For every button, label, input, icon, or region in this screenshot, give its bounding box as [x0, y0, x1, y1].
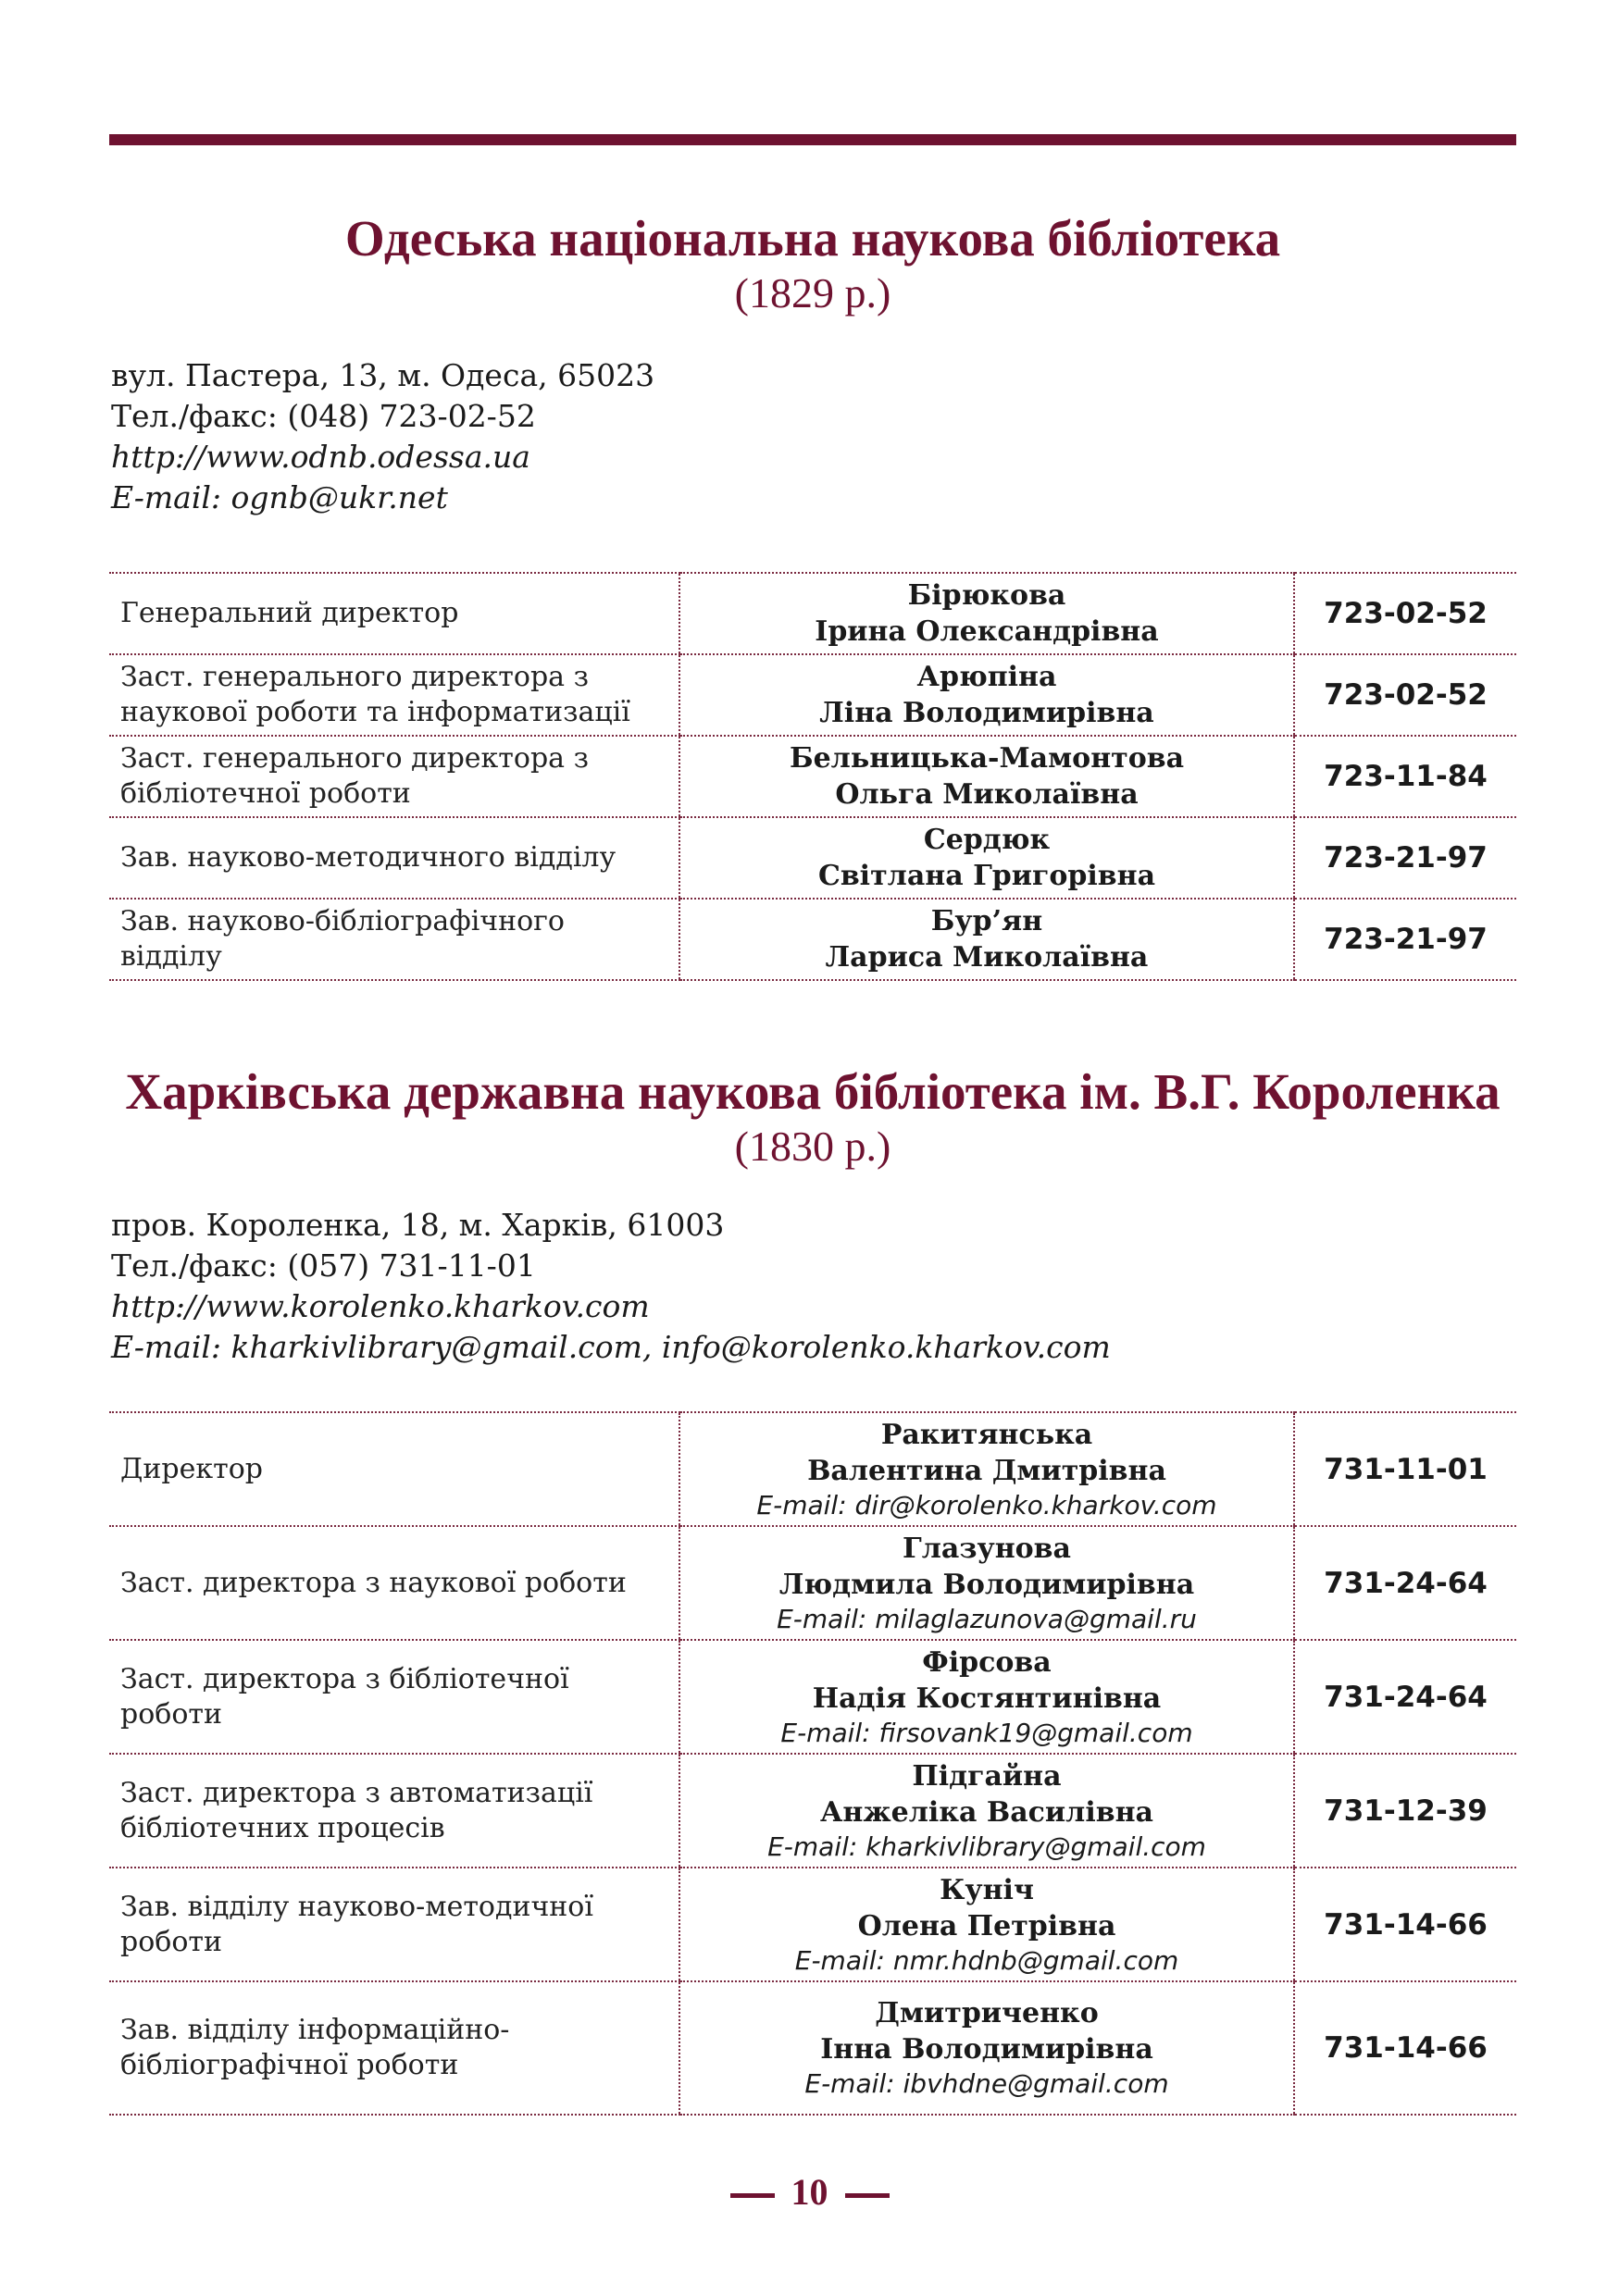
phone-cell: 731-12-39 — [1294, 1754, 1516, 1868]
phone-fax: Тел./факс: (057) 731-11-01 — [111, 1247, 536, 1284]
table-row — [109, 817, 1516, 899]
table-row — [109, 1981, 1516, 2115]
person-cell — [679, 1868, 1294, 1981]
person-name: Світлана Григорівна — [817, 860, 1156, 892]
address: вул. Пастера, 13, м. Одеса, 65023 — [111, 357, 655, 393]
person-surname: Бур’ян — [930, 905, 1043, 937]
person-surname: Куніч — [940, 1873, 1034, 1906]
table-row — [109, 1754, 1516, 1868]
position-cell: Зав. науково-бібліографічного відділу — [109, 899, 679, 980]
phone-cell: 723-11-84 — [1294, 736, 1516, 817]
phone-cell: 723-21-97 — [1294, 817, 1516, 899]
table-row — [109, 654, 1516, 736]
person-email[interactable]: E-mail: ibvhdne@gmail.com — [804, 2068, 1169, 2099]
website-link[interactable]: http://www.korolenko.kharkov.com — [111, 1288, 650, 1324]
website-link[interactable]: http://www.odnb.odessa.ua — [111, 439, 530, 475]
person-surname: Фірсова — [922, 1645, 1052, 1679]
table-row — [109, 736, 1516, 817]
position-cell: Заст. директора з автоматизації бібліотечних процесів — [109, 1754, 679, 1868]
person-cell — [679, 1981, 1294, 2115]
person-cell — [679, 817, 1294, 899]
person-email[interactable]: E-mail: nmr.hdnb@gmail.com — [794, 1944, 1179, 1976]
phone-cell: 731-24-64 — [1294, 1640, 1516, 1754]
library-title: Одеська національна наукова бібліотека — [344, 210, 1281, 267]
person-name: Ліна Володимирівна — [819, 697, 1154, 729]
top-rule — [109, 134, 1516, 145]
person-name: Лариса Миколаївна — [825, 941, 1149, 974]
position-cell: Заст. генерального директора з наукової роботи та інформатизації — [109, 654, 679, 736]
person-cell — [679, 573, 1294, 654]
person-name: Надія Костянтинівна — [812, 1682, 1162, 1715]
person-cell — [679, 654, 1294, 736]
person-cell — [679, 1640, 1294, 1754]
position-cell: Зав. науково-методичного відділу — [109, 817, 679, 899]
person-name: Валентина Дмитрівна — [807, 1454, 1166, 1487]
table-row — [109, 573, 1516, 654]
person-surname: Підгайна — [912, 1759, 1062, 1793]
person-email[interactable]: E-mail: milaglazunova@gmail.ru — [777, 1603, 1197, 1634]
phone-cell: 723-02-52 — [1294, 573, 1516, 654]
contact-block — [111, 355, 654, 518]
person-name: Людмила Володимирівна — [778, 1568, 1195, 1601]
person-cell — [679, 1526, 1294, 1640]
position-cell: Директор — [109, 1412, 679, 1526]
table-row — [109, 899, 1516, 980]
person-email[interactable]: E-mail: kharkivlibrary@gmail.com — [767, 1831, 1206, 1862]
person-name: Олена Петрівна — [857, 1909, 1116, 1942]
person-surname: Арюпіна — [916, 661, 1057, 693]
person-surname: Глазунова — [903, 1532, 1071, 1565]
phone-cell: 731-14-66 — [1294, 1868, 1516, 1981]
library-year: (1829 р.) — [734, 269, 891, 316]
staff-table — [109, 1411, 1516, 2116]
table-row — [109, 1412, 1516, 1526]
contact-block — [111, 1205, 1111, 1368]
phone-cell: 723-02-52 — [1294, 654, 1516, 736]
person-surname: Сердюк — [923, 824, 1051, 856]
person-email[interactable]: E-mail: dir@korolenko.kharkov.com — [756, 1489, 1217, 1520]
phone-cell: 731-24-64 — [1294, 1526, 1516, 1640]
person-name: Ірина Олександрівна — [815, 615, 1159, 648]
phone-cell: 723-21-97 — [1294, 899, 1516, 980]
person-cell — [679, 1412, 1294, 1526]
person-email[interactable]: E-mail: firsovank19@gmail.com — [780, 1717, 1193, 1748]
position-cell: Заст. директора з бібліотечної роботи — [109, 1640, 679, 1754]
email-link[interactable]: E-mail: kharkivlibrary@gmail.com, info@korolenko.kharkov.com — [111, 1329, 1111, 1365]
position-cell: Генеральний директор — [109, 573, 679, 654]
library-year: (1830 р.) — [734, 1123, 891, 1170]
page-number-dash — [845, 2193, 890, 2198]
position-cell: Заст. генерального директора з бібліотечної роботи — [109, 736, 679, 817]
page-number — [0, 2170, 1619, 2214]
page-number-dash — [730, 2193, 775, 2198]
position-cell: Зав. відділу науково-методичної роботи — [109, 1868, 679, 1981]
person-cell — [679, 736, 1294, 817]
person-surname: Бельницька-Мамонтова — [789, 742, 1185, 775]
person-surname: Дмитриченко — [875, 1997, 1099, 2029]
person-cell — [679, 1754, 1294, 1868]
phone-cell: 731-14-66 — [1294, 1981, 1516, 2115]
person-surname: Бірюкова — [907, 579, 1066, 612]
position-cell: Заст. директора з наукової роботи — [109, 1526, 679, 1640]
table-row — [109, 1526, 1516, 1640]
staff-table — [109, 572, 1516, 981]
person-cell — [679, 899, 1294, 980]
page-number-value: 10 — [791, 2171, 828, 2213]
person-surname: Ракитянська — [880, 1418, 1093, 1451]
library-title: Харківська державна наукова бібліотека ім. В.Г. Короленка — [125, 1063, 1501, 1120]
table-row — [109, 1640, 1516, 1754]
person-name: Ольга Миколаївна — [835, 778, 1139, 811]
position-cell: Зав. відділу інформаційно-бібліографічної роботи — [109, 1981, 679, 2115]
person-name: Інна Володимирівна — [820, 2033, 1153, 2066]
email-link[interactable]: E-mail: ognb@ukr.net — [111, 479, 448, 515]
person-name: Анжеліка Василівна — [820, 1795, 1153, 1829]
phone-fax: Тел./факс: (048) 723-02-52 — [111, 398, 536, 434]
phone-cell: 731-11-01 — [1294, 1412, 1516, 1526]
address: пров. Короленка, 18, м. Харків, 61003 — [111, 1207, 725, 1243]
table-row — [109, 1868, 1516, 1981]
